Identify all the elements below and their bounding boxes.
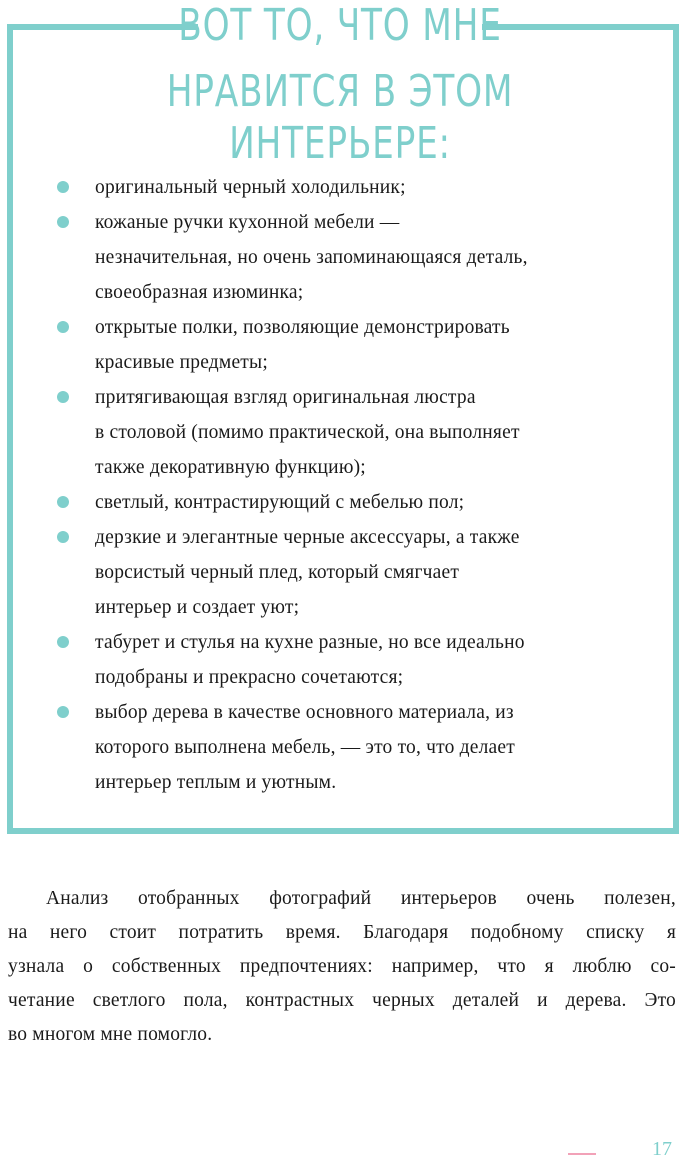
paragraph-line: узнала о собственных предпочтениях: например, что я люблю со- xyxy=(8,956,676,977)
bullet-dot-icon xyxy=(57,181,69,193)
list-item xyxy=(0,170,680,205)
list-item xyxy=(0,625,680,695)
list-item xyxy=(0,310,680,380)
bullet-dot-icon xyxy=(57,216,69,228)
paragraph-line: во многом мне помогло. xyxy=(8,1024,213,1045)
bullet-dot-icon xyxy=(57,496,69,508)
footer-divider xyxy=(568,1153,596,1155)
list-item-line: кожаные ручки кухонной мебели — xyxy=(95,212,400,233)
bullet-dot-icon xyxy=(57,391,69,403)
bullet-dot-icon xyxy=(57,531,69,543)
box-title-line-1: ВОТ ТО, ЧТО МНЕ xyxy=(178,0,502,51)
list-item-line: ворсистый черный плед, который смягчает xyxy=(95,562,460,583)
list-item-line: в столовой (помимо практической, она выполняет xyxy=(95,422,520,443)
list-item-line: красивые предметы; xyxy=(95,352,268,373)
paragraph-line: Анализ отобранных фотографий интерьеров очень полезен, xyxy=(46,888,676,909)
bullet-dot-icon xyxy=(57,706,69,718)
list-item-line: притягивающая взгляд оригинальная люстра xyxy=(95,387,476,408)
list-item xyxy=(0,485,680,520)
preferences-list xyxy=(0,170,680,800)
page-number: 17 xyxy=(652,1138,672,1160)
list-item xyxy=(0,695,680,800)
list-item-line: которого выполнена мебель, — это то, что делает xyxy=(95,737,515,758)
paragraph-line: четание светлого пола, контрастных черных деталей и дерева. Это xyxy=(8,990,676,1011)
list-item-line: оригинальный черный холодильник; xyxy=(95,177,406,198)
list-item xyxy=(0,380,680,485)
list-item-line: интерьер и создает уют; xyxy=(95,597,300,618)
paragraph-line: на него стоит потратить время. Благодаря подобному списку я xyxy=(8,922,676,943)
list-item-line: табурет и стулья на кухне разные, но все идеально xyxy=(95,632,525,653)
bullet-dot-icon xyxy=(57,636,69,648)
list-item-line: незначительная, но очень запоминающаяся деталь, xyxy=(95,247,528,268)
list-item-line: выбор дерева в качестве основного материала, из xyxy=(95,702,514,723)
box-title-line-2: НРАВИТСЯ В ЭТОМ ИНТЕРЬЕРЕ: xyxy=(166,66,514,169)
bullet-dot-icon xyxy=(57,321,69,333)
list-item-line: дерзкие и элегантные черные аксессуары, а также xyxy=(95,527,520,548)
list-item-line: своеобразная изюминка; xyxy=(95,282,304,303)
list-item-line: интерьер теплым и уютным. xyxy=(95,772,337,793)
list-item xyxy=(0,205,680,310)
list-item xyxy=(0,520,680,625)
body-paragraph xyxy=(8,882,676,1052)
list-item-line: светлый, контрастирующий с мебелью пол; xyxy=(95,492,465,513)
list-item-line: также декоративную функцию); xyxy=(95,457,366,478)
list-item-line: открытые полки, позволяющие демонстрировать xyxy=(95,317,510,338)
list-item-line: подобраны и прекрасно сочетаются; xyxy=(95,667,404,688)
